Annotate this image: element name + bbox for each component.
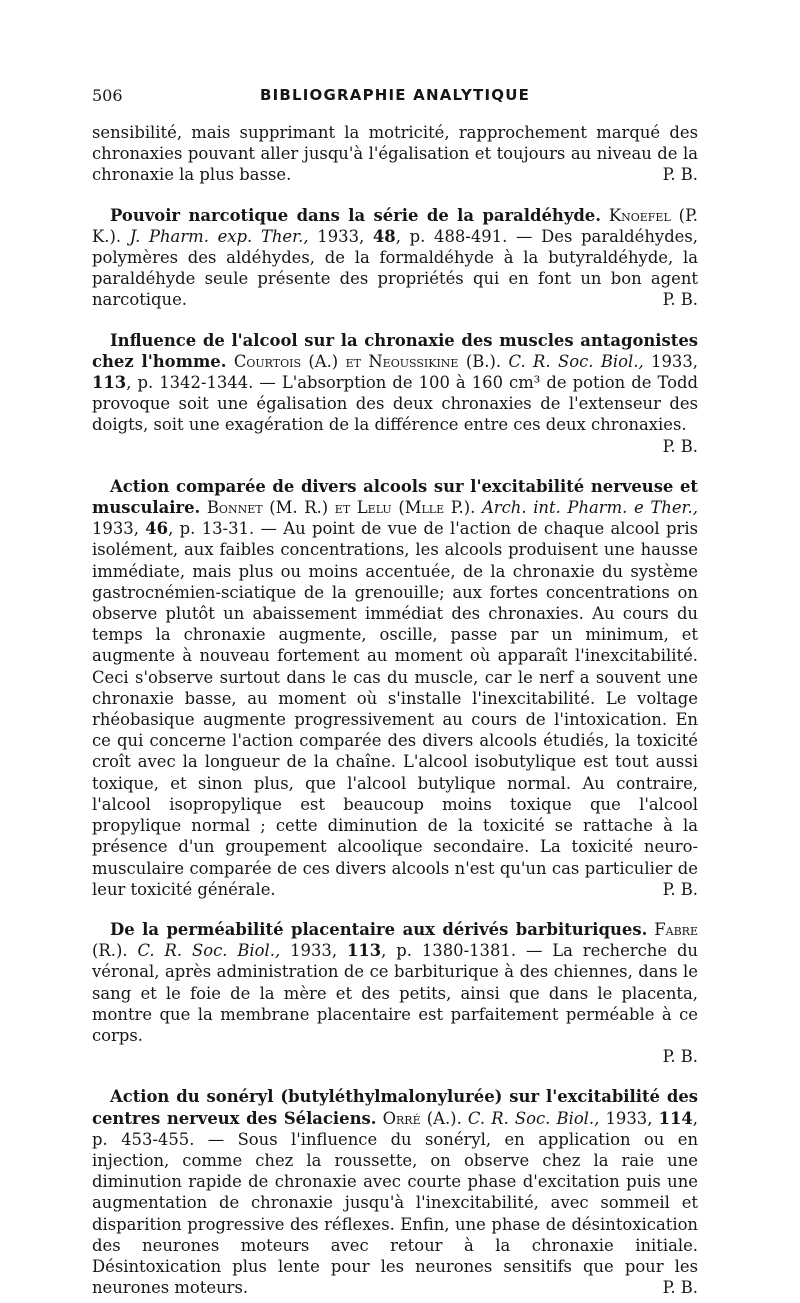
entry-title: Pouvoir narcotique dans la série de la paraldéhyde. bbox=[110, 205, 601, 225]
entry-pages: , p. 1380-1381. bbox=[381, 941, 517, 961]
continuation-text: sensibilité, mais supprimant la motricité, rapprochement marqué des chronaxies pouvant aller jusqu'à l'égalisation et toujours au niveau de la chronaxie la plus basse. bbox=[92, 123, 698, 185]
signature: P. B. bbox=[662, 436, 698, 456]
entry-year: 1933, bbox=[280, 941, 347, 961]
entry-title: De la perméabilité placentaire aux dérivés barbituriques. bbox=[110, 919, 648, 939]
bibliography-entry bbox=[92, 919, 698, 1067]
entry-pages: , p. 1342-1344. bbox=[126, 373, 254, 393]
entry-volume: 113 bbox=[92, 373, 127, 393]
bibliography-entry bbox=[92, 330, 698, 457]
entry-title: Action comparée de divers alcools sur l'excitabilité nerveuse et musculaire. bbox=[92, 476, 698, 518]
entry-pages: , p. 13-31. bbox=[168, 519, 255, 539]
bibliography-entry bbox=[92, 1086, 698, 1298]
entry-year: 1933, bbox=[308, 226, 373, 246]
entry-paragraph bbox=[92, 919, 698, 1046]
entry-volume: 113 bbox=[346, 941, 382, 961]
entry-year: 1933, bbox=[599, 1108, 659, 1128]
entry-abstract: — La recherche du véronal, après administration de ce barbiturique à des chiennes, dans le sang et le foie de la mère et des petits, ainsi que dans le placenta, montre que la membrane placentaire est parfaitement perméable à ce corps. bbox=[92, 941, 698, 1045]
entry-year: 1933, bbox=[92, 519, 146, 539]
entry-volume: 114 bbox=[658, 1108, 693, 1128]
page-header bbox=[92, 86, 698, 108]
entry-abstract: — L'absorption de 100 à 160 cm³ de potion de Todd provoque soit une égalisation des deux chronaxies de l'extenseur des doigts, soit une exagération de la différence entre ces deux chronaxies. bbox=[92, 373, 698, 435]
running-title: BIBLIOGRAPHIE ANALYTIQUE bbox=[259, 86, 531, 104]
entry-pages: , p. 453-455. bbox=[92, 1108, 698, 1149]
entry-abstract: — Des paraldéhydes, polymères des aldéhydes, de la formaldéhyde à la butyraldéhyde, la paraldéhyde seule présente des propriétés qui en font un bon agent narcotique. bbox=[92, 226, 699, 310]
entries-list bbox=[92, 205, 698, 1299]
entry-paragraph bbox=[92, 476, 698, 900]
signature: P. B. bbox=[662, 879, 698, 899]
signature: P. B. bbox=[662, 1278, 698, 1298]
continuation-paragraph bbox=[92, 122, 698, 186]
bibliography-entry bbox=[92, 205, 698, 311]
entry-title: Influence de l'alcool sur la chronaxie des muscles antagonistes chez l'homme. bbox=[92, 330, 698, 371]
entry-journal: C. R. Soc. Biol., bbox=[467, 1108, 600, 1128]
bibliography-entry bbox=[92, 476, 698, 900]
entry-authors: Knoefel (P. K.). bbox=[92, 205, 698, 246]
entry-title: Action du sonéryl (butyléthylmalonylurée) sur l'excitabilité des centres nerveux des Sélaciens. bbox=[92, 1087, 698, 1128]
entry-abstract: — Sous l'influence du sonéryl, en application ou en injection, comme chez la roussette, on observe chez la raie une diminution rapide de chronaxie avec courte phase d'excitation puis une augmentation de chronaxie jusqu'à l'inexcitabilité, avec sommeil et disparition progressive des réflexes. Enfin, une phase de désintoxication des neurones moteurs avec retour à la chronaxie initiale. Désintoxication plus lente pour les neurones sensitifs que pour les neurones moteurs. bbox=[92, 1129, 698, 1298]
page-number: 506 bbox=[92, 86, 123, 105]
signature: P. B. bbox=[662, 1047, 698, 1067]
entry-authors: Bonnet (M. R.) et Lelu (Mlle P.). bbox=[206, 498, 476, 518]
entry-paragraph bbox=[92, 205, 698, 311]
entry-paragraph bbox=[92, 330, 698, 436]
entry-journal: C. R. Soc. Biol., bbox=[508, 351, 644, 371]
signature: P. B. bbox=[662, 290, 698, 310]
entry-paragraph bbox=[92, 1086, 698, 1298]
entry-authors: Orré (A.). bbox=[382, 1108, 462, 1128]
entry-volume: 46 bbox=[145, 519, 169, 539]
signature: P. B. bbox=[662, 165, 698, 185]
entry-year: 1933, bbox=[643, 351, 698, 371]
entry-volume: 48 bbox=[372, 226, 396, 246]
entry-journal: C. R. Soc. Biol., bbox=[137, 941, 281, 961]
entry-abstract: — Au point de vue de l'action de chaque alcool pris isolément, aux faibles concentrations, les alcools produisent une hausse immédiate, mais plus ou moins accentuée, de la chronaxie du système gastrocnémien-sciatique de la grenouille; aux fortes concentrations on observe plutôt un abaissement immédiat des chronaxies. Au cours du temps la chronaxie augmente, oscille, passe par un minimum, et augmente à nouveau fortement au moment où apparaît l'inexcitabilité. Ceci s'observe surtout dans le cas du muscle, car le nerf a souvent une chronaxie basse, au moment où s'installe l'inexcitabilité. Le voltage rhéobasique augmente progressivement au cours de l'intoxication. En ce qui concerne l'action comparée des divers alcools étudiés, la toxicité croît avec la longueur de la chaîne. L'alcool isobutylique est tout aussi toxique, et sinon plus, que l'alcool butylique normal. Au contraire, l'alcool isopropylique est beaucoup moins toxique que l'alcool propylique normal ; cette diminution de la toxicité se rattache à la présence d'un groupement alcoolique secondaire. La toxicité neuro-musculaire comparée de ces divers alcools n'est qu'un cas particulier de leur toxicité générale. bbox=[92, 519, 699, 899]
bibliography-content bbox=[92, 122, 698, 1298]
entry-journal: J. Pharm. exp. Ther., bbox=[129, 226, 309, 246]
entry-pages: , p. 488-491. bbox=[395, 226, 508, 246]
entry-journal: Arch. int. Pharm. e Ther., bbox=[481, 498, 698, 518]
entry-authors: Fabre (R.). bbox=[92, 919, 698, 961]
entry-authors: Courtois (A.) et Neoussikine (B.). bbox=[233, 351, 502, 371]
